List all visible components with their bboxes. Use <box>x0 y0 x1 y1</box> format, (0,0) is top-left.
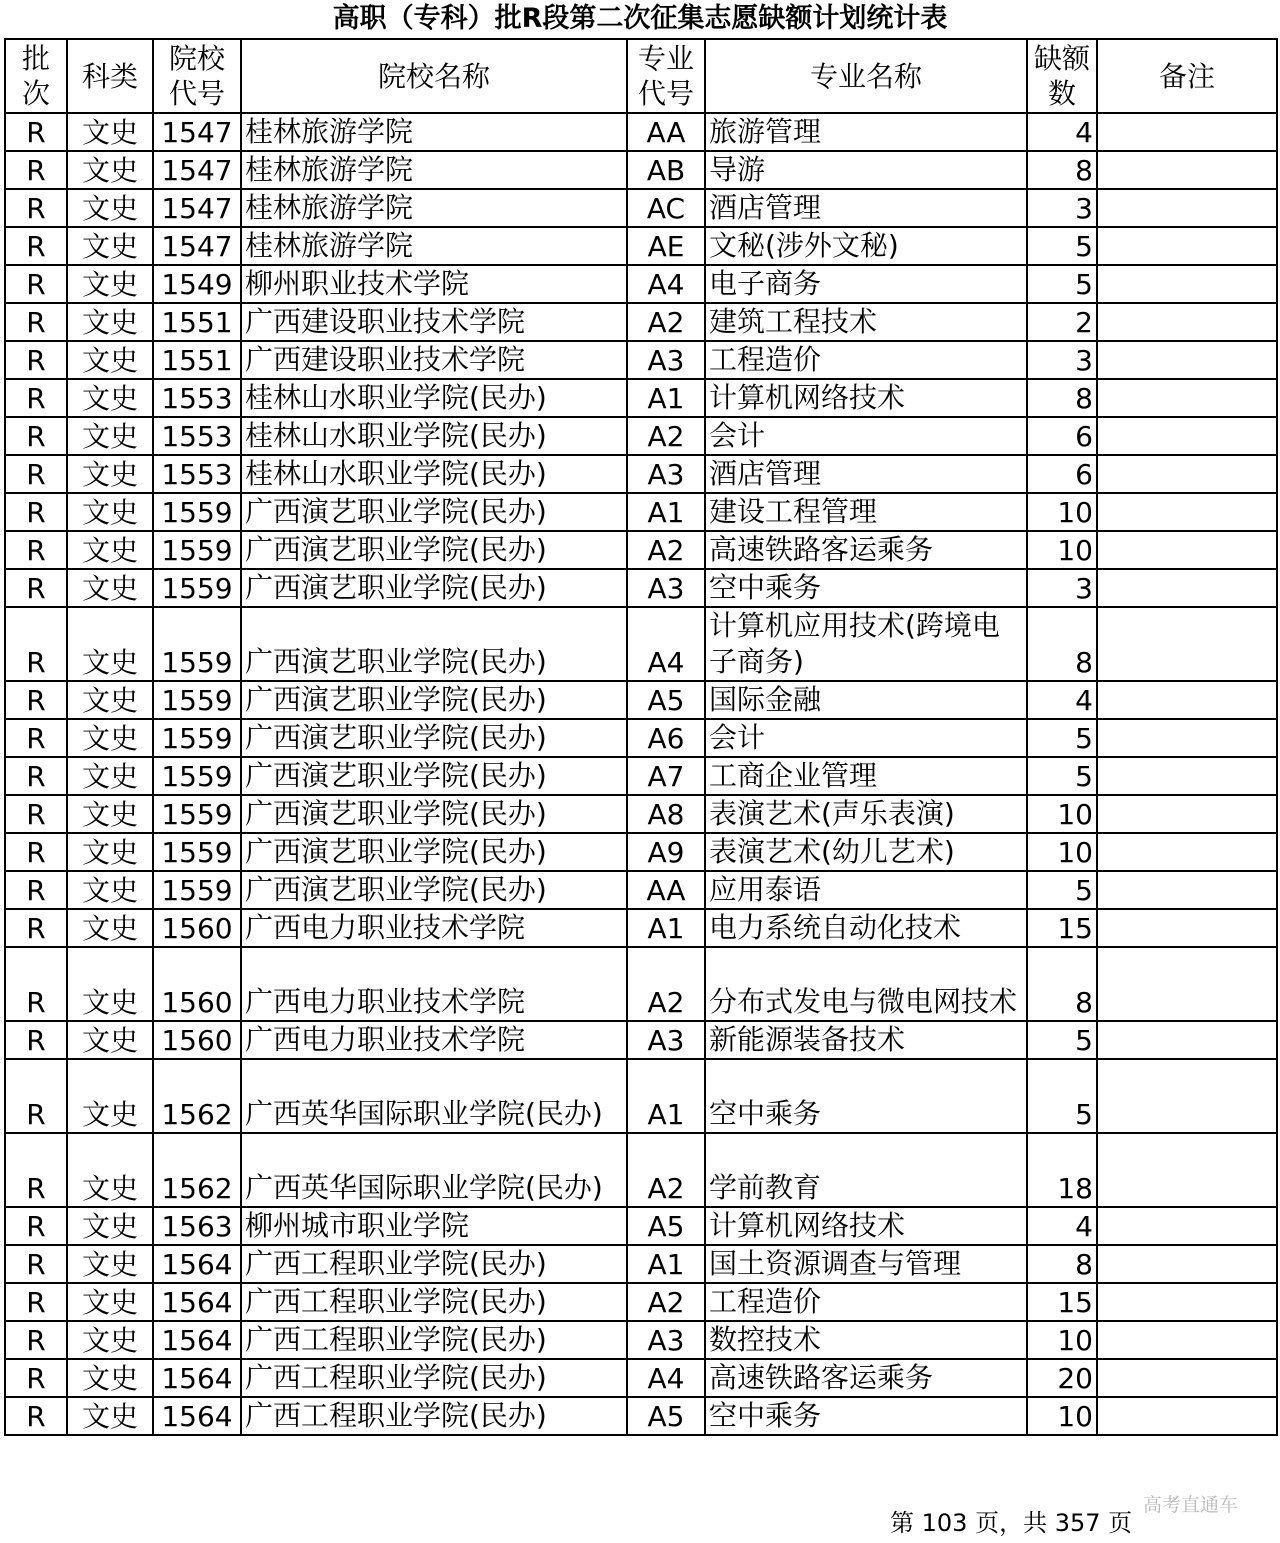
table-row <box>5 531 1277 569</box>
cell-batch: R <box>5 417 67 455</box>
cell-major-code: AC <box>627 189 705 227</box>
cell-major-code: A5 <box>627 1207 705 1245</box>
table-row <box>5 189 1277 227</box>
table-row <box>5 1059 1277 1133</box>
header-category: 科类 <box>67 39 153 113</box>
cell-batch: R <box>5 341 67 379</box>
cell-school-name: 广西演艺职业学院(民办) <box>241 493 627 531</box>
cell-category: 文史 <box>67 1321 153 1359</box>
table-row <box>5 795 1277 833</box>
cell-major-name: 应用泰语 <box>705 871 1027 909</box>
cell-remarks <box>1097 871 1277 909</box>
cell-school-name: 广西演艺职业学院(民办) <box>241 833 627 871</box>
cell-school-code: 1547 <box>153 189 241 227</box>
cell-category: 文史 <box>67 455 153 493</box>
cell-school-code: 1562 <box>153 1059 241 1133</box>
cell-batch: R <box>5 569 67 607</box>
cell-school-code: 1564 <box>153 1359 241 1397</box>
cell-school-name: 柳州职业技术学院 <box>241 265 627 303</box>
table-row <box>5 1021 1277 1059</box>
cell-major-code: AB <box>627 151 705 189</box>
cell-category: 文史 <box>67 757 153 795</box>
cell-school-code: 1559 <box>153 493 241 531</box>
cell-batch: R <box>5 681 67 719</box>
cell-batch: R <box>5 795 67 833</box>
table-row <box>5 757 1277 795</box>
cell-major-name: 表演艺术(声乐表演) <box>705 795 1027 833</box>
cell-remarks <box>1097 341 1277 379</box>
cell-batch: R <box>5 455 67 493</box>
cell-major-name: 导游 <box>705 151 1027 189</box>
cell-vacancy: 10 <box>1027 795 1097 833</box>
cell-major-name: 会计 <box>705 719 1027 757</box>
table-row <box>5 871 1277 909</box>
cell-category: 文史 <box>67 303 153 341</box>
cell-major-code: A1 <box>627 1245 705 1283</box>
quota-table <box>4 38 1278 1436</box>
cell-major-name: 酒店管理 <box>705 455 1027 493</box>
cell-remarks <box>1097 757 1277 795</box>
cell-remarks <box>1097 947 1277 1021</box>
cell-vacancy: 5 <box>1027 719 1097 757</box>
cell-category: 文史 <box>67 1397 153 1435</box>
cell-vacancy: 18 <box>1027 1133 1097 1207</box>
cell-vacancy: 8 <box>1027 379 1097 417</box>
cell-category: 文史 <box>67 719 153 757</box>
cell-major-code: A5 <box>627 1397 705 1435</box>
cell-school-name: 广西演艺职业学院(民办) <box>241 871 627 909</box>
cell-school-code: 1560 <box>153 1021 241 1059</box>
table-body <box>5 113 1277 1435</box>
cell-vacancy: 6 <box>1027 417 1097 455</box>
cell-remarks <box>1097 189 1277 227</box>
cell-major-code: A2 <box>627 303 705 341</box>
cell-major-name: 电力系统自动化技术 <box>705 909 1027 947</box>
cell-school-name: 桂林旅游学院 <box>241 189 627 227</box>
cell-remarks <box>1097 1059 1277 1133</box>
cell-remarks <box>1097 113 1277 151</box>
cell-category: 文史 <box>67 569 153 607</box>
cell-major-code: A3 <box>627 1321 705 1359</box>
cell-school-name: 广西工程职业学院(民办) <box>241 1245 627 1283</box>
cell-school-name: 柳州城市职业学院 <box>241 1207 627 1245</box>
cell-category: 文史 <box>67 227 153 265</box>
table-row <box>5 1133 1277 1207</box>
cell-category: 文史 <box>67 1133 153 1207</box>
table-row <box>5 417 1277 455</box>
cell-remarks <box>1097 265 1277 303</box>
cell-category: 文史 <box>67 1359 153 1397</box>
table-row <box>5 1207 1277 1245</box>
cell-batch: R <box>5 189 67 227</box>
cell-major-name: 高速铁路客运乘务 <box>705 531 1027 569</box>
cell-school-code: 1559 <box>153 833 241 871</box>
cell-school-code: 1553 <box>153 455 241 493</box>
cell-vacancy: 5 <box>1027 227 1097 265</box>
cell-vacancy: 8 <box>1027 607 1097 681</box>
table-row <box>5 1245 1277 1283</box>
table-row <box>5 341 1277 379</box>
cell-remarks <box>1097 1245 1277 1283</box>
cell-vacancy: 4 <box>1027 113 1097 151</box>
cell-major-code: A9 <box>627 833 705 871</box>
cell-vacancy: 4 <box>1027 1207 1097 1245</box>
cell-school-code: 1562 <box>153 1133 241 1207</box>
cell-school-name: 广西工程职业学院(民办) <box>241 1397 627 1435</box>
cell-vacancy: 2 <box>1027 303 1097 341</box>
cell-batch: R <box>5 1133 67 1207</box>
cell-major-name: 工程造价 <box>705 1283 1027 1321</box>
cell-remarks <box>1097 833 1277 871</box>
table-row <box>5 113 1277 151</box>
cell-major-name: 计算机网络技术 <box>705 1207 1027 1245</box>
cell-vacancy: 10 <box>1027 493 1097 531</box>
cell-batch: R <box>5 113 67 151</box>
cell-remarks <box>1097 1021 1277 1059</box>
cell-category: 文史 <box>67 531 153 569</box>
cell-major-code: A2 <box>627 417 705 455</box>
cell-major-name: 电子商务 <box>705 265 1027 303</box>
cell-remarks <box>1097 1321 1277 1359</box>
page-footer: 第 103 页，共 357 页 <box>890 1509 1133 1537</box>
cell-school-name: 桂林旅游学院 <box>241 113 627 151</box>
header-batch: 批次 <box>5 39 67 113</box>
cell-remarks <box>1097 1133 1277 1207</box>
cell-category: 文史 <box>67 909 153 947</box>
cell-batch: R <box>5 909 67 947</box>
cell-batch: R <box>5 871 67 909</box>
cell-remarks <box>1097 569 1277 607</box>
cell-major-name: 建筑工程技术 <box>705 303 1027 341</box>
cell-vacancy: 3 <box>1027 189 1097 227</box>
cell-vacancy: 5 <box>1027 871 1097 909</box>
cell-vacancy: 15 <box>1027 1283 1097 1321</box>
cell-school-code: 1563 <box>153 1207 241 1245</box>
cell-school-name: 广西演艺职业学院(民办) <box>241 719 627 757</box>
watermark: 高考直通车 <box>1143 1494 1239 1516</box>
cell-major-code: A1 <box>627 1059 705 1133</box>
cell-school-code: 1553 <box>153 417 241 455</box>
cell-remarks <box>1097 795 1277 833</box>
cell-vacancy: 8 <box>1027 947 1097 1021</box>
table-row <box>5 607 1277 681</box>
cell-category: 文史 <box>67 113 153 151</box>
table-row <box>5 1359 1277 1397</box>
cell-school-name: 广西演艺职业学院(民办) <box>241 569 627 607</box>
cell-remarks <box>1097 1283 1277 1321</box>
cell-major-code: A6 <box>627 719 705 757</box>
cell-major-name: 数控技术 <box>705 1321 1027 1359</box>
cell-batch: R <box>5 947 67 1021</box>
cell-major-name: 建设工程管理 <box>705 493 1027 531</box>
cell-remarks <box>1097 455 1277 493</box>
table-row <box>5 681 1277 719</box>
cell-remarks <box>1097 1359 1277 1397</box>
cell-major-code: A4 <box>627 607 705 681</box>
cell-school-name: 广西工程职业学院(民办) <box>241 1283 627 1321</box>
cell-category: 文史 <box>67 795 153 833</box>
cell-major-name: 计算机网络技术 <box>705 379 1027 417</box>
cell-vacancy: 10 <box>1027 531 1097 569</box>
cell-school-code: 1559 <box>153 795 241 833</box>
cell-school-code: 1560 <box>153 909 241 947</box>
cell-remarks <box>1097 303 1277 341</box>
cell-batch: R <box>5 1059 67 1133</box>
table-row <box>5 1397 1277 1435</box>
cell-batch: R <box>5 531 67 569</box>
cell-major-name: 文秘(涉外文秘) <box>705 227 1027 265</box>
cell-category: 文史 <box>67 341 153 379</box>
cell-remarks <box>1097 909 1277 947</box>
cell-vacancy: 10 <box>1027 833 1097 871</box>
header-vacancy: 缺额数 <box>1027 39 1097 113</box>
page-title: 高职（专科）批R段第二次征集志愿缺额计划统计表 <box>332 3 948 34</box>
table-row <box>5 227 1277 265</box>
cell-remarks <box>1097 681 1277 719</box>
cell-batch: R <box>5 607 67 681</box>
table-row <box>5 833 1277 871</box>
cell-vacancy: 5 <box>1027 265 1097 303</box>
cell-major-name: 空中乘务 <box>705 1397 1027 1435</box>
cell-category: 文史 <box>67 607 153 681</box>
cell-vacancy: 15 <box>1027 909 1097 947</box>
cell-school-name: 广西建设职业技术学院 <box>241 303 627 341</box>
cell-major-name: 工商企业管理 <box>705 757 1027 795</box>
table-row <box>5 493 1277 531</box>
cell-major-name: 空中乘务 <box>705 569 1027 607</box>
cell-batch: R <box>5 1283 67 1321</box>
cell-school-code: 1559 <box>153 681 241 719</box>
cell-batch: R <box>5 379 67 417</box>
table-row <box>5 1283 1277 1321</box>
cell-school-code: 1564 <box>153 1321 241 1359</box>
cell-vacancy: 5 <box>1027 1021 1097 1059</box>
cell-vacancy: 20 <box>1027 1359 1097 1397</box>
cell-school-name: 广西建设职业技术学院 <box>241 341 627 379</box>
cell-vacancy: 10 <box>1027 1321 1097 1359</box>
cell-category: 文史 <box>67 1059 153 1133</box>
header-major-code: 专业代号 <box>627 39 705 113</box>
cell-category: 文史 <box>67 265 153 303</box>
cell-major-name: 国际金融 <box>705 681 1027 719</box>
cell-batch: R <box>5 757 67 795</box>
cell-school-code: 1549 <box>153 265 241 303</box>
cell-school-name: 广西电力职业技术学院 <box>241 947 627 1021</box>
cell-school-name: 广西演艺职业学院(民办) <box>241 757 627 795</box>
cell-major-code: A3 <box>627 1021 705 1059</box>
cell-major-code: A3 <box>627 341 705 379</box>
table-row <box>5 455 1277 493</box>
cell-remarks <box>1097 417 1277 455</box>
cell-major-name: 高速铁路客运乘务 <box>705 1359 1027 1397</box>
cell-major-code: AA <box>627 871 705 909</box>
cell-category: 文史 <box>67 947 153 1021</box>
cell-major-code: A5 <box>627 681 705 719</box>
cell-major-name: 旅游管理 <box>705 113 1027 151</box>
cell-major-code: AA <box>627 113 705 151</box>
cell-remarks <box>1097 531 1277 569</box>
table-row <box>5 909 1277 947</box>
cell-category: 文史 <box>67 189 153 227</box>
header-school-name: 院校名称 <box>241 39 627 113</box>
table-row <box>5 1321 1277 1359</box>
table-row <box>5 569 1277 607</box>
cell-major-code: A4 <box>627 1359 705 1397</box>
cell-school-name: 桂林旅游学院 <box>241 227 627 265</box>
cell-category: 文史 <box>67 151 153 189</box>
cell-category: 文史 <box>67 379 153 417</box>
table-row <box>5 303 1277 341</box>
cell-category: 文史 <box>67 1283 153 1321</box>
cell-remarks <box>1097 493 1277 531</box>
cell-school-name: 桂林旅游学院 <box>241 151 627 189</box>
table-row <box>5 379 1277 417</box>
cell-school-name: 广西工程职业学院(民办) <box>241 1321 627 1359</box>
cell-school-code: 1547 <box>153 227 241 265</box>
cell-school-name: 广西演艺职业学院(民办) <box>241 607 627 681</box>
cell-major-name: 表演艺术(幼儿艺术) <box>705 833 1027 871</box>
cell-category: 文史 <box>67 833 153 871</box>
cell-category: 文史 <box>67 681 153 719</box>
cell-major-code: A2 <box>627 1283 705 1321</box>
cell-category: 文史 <box>67 1207 153 1245</box>
cell-school-code: 1559 <box>153 719 241 757</box>
cell-vacancy: 6 <box>1027 455 1097 493</box>
cell-major-name: 空中乘务 <box>705 1059 1027 1133</box>
cell-batch: R <box>5 265 67 303</box>
cell-school-code: 1559 <box>153 757 241 795</box>
cell-major-code: A1 <box>627 379 705 417</box>
cell-major-name: 分布式发电与微电网技术 <box>705 947 1027 1021</box>
cell-category: 文史 <box>67 1021 153 1059</box>
cell-vacancy: 4 <box>1027 681 1097 719</box>
cell-school-code: 1559 <box>153 531 241 569</box>
cell-batch: R <box>5 227 67 265</box>
cell-category: 文史 <box>67 417 153 455</box>
cell-remarks <box>1097 379 1277 417</box>
cell-school-code: 1560 <box>153 947 241 1021</box>
cell-school-name: 桂林山水职业学院(民办) <box>241 455 627 493</box>
cell-major-name: 酒店管理 <box>705 189 1027 227</box>
cell-remarks <box>1097 1397 1277 1435</box>
cell-batch: R <box>5 151 67 189</box>
table-row <box>5 151 1277 189</box>
table-row <box>5 947 1277 1021</box>
table-row <box>5 719 1277 757</box>
cell-school-name: 广西工程职业学院(民办) <box>241 1359 627 1397</box>
table-row <box>5 265 1277 303</box>
cell-school-name: 广西英华国际职业学院(民办) <box>241 1059 627 1133</box>
cell-school-name: 广西演艺职业学院(民办) <box>241 795 627 833</box>
cell-major-code: A3 <box>627 455 705 493</box>
cell-batch: R <box>5 1397 67 1435</box>
cell-major-code: A7 <box>627 757 705 795</box>
cell-school-code: 1564 <box>153 1397 241 1435</box>
cell-batch: R <box>5 1245 67 1283</box>
cell-major-code: A1 <box>627 493 705 531</box>
cell-major-code: A2 <box>627 531 705 569</box>
cell-school-name: 桂林山水职业学院(民办) <box>241 379 627 417</box>
cell-batch: R <box>5 303 67 341</box>
cell-batch: R <box>5 493 67 531</box>
cell-remarks <box>1097 227 1277 265</box>
cell-vacancy: 3 <box>1027 569 1097 607</box>
cell-school-code: 1559 <box>153 871 241 909</box>
cell-major-code: A2 <box>627 1133 705 1207</box>
cell-major-name: 学前教育 <box>705 1133 1027 1207</box>
cell-major-name: 工程造价 <box>705 341 1027 379</box>
cell-major-code: A2 <box>627 947 705 1021</box>
cell-school-code: 1547 <box>153 113 241 151</box>
cell-school-code: 1559 <box>153 569 241 607</box>
cell-vacancy: 5 <box>1027 757 1097 795</box>
cell-batch: R <box>5 833 67 871</box>
table-header-row <box>5 39 1277 113</box>
cell-major-code: A1 <box>627 909 705 947</box>
cell-school-code: 1547 <box>153 151 241 189</box>
cell-major-name: 国土资源调查与管理 <box>705 1245 1027 1283</box>
cell-vacancy: 8 <box>1027 151 1097 189</box>
cell-batch: R <box>5 1359 67 1397</box>
cell-batch: R <box>5 1321 67 1359</box>
cell-school-name: 广西电力职业技术学院 <box>241 909 627 947</box>
cell-school-code: 1551 <box>153 341 241 379</box>
cell-major-code: A3 <box>627 569 705 607</box>
cell-school-code: 1553 <box>153 379 241 417</box>
cell-category: 文史 <box>67 1245 153 1283</box>
cell-school-name: 桂林山水职业学院(民办) <box>241 417 627 455</box>
cell-major-name: 计算机应用技术(跨境电子商务) <box>705 607 1027 681</box>
cell-vacancy: 8 <box>1027 1245 1097 1283</box>
cell-batch: R <box>5 719 67 757</box>
cell-school-name: 广西电力职业技术学院 <box>241 1021 627 1059</box>
cell-category: 文史 <box>67 493 153 531</box>
header-remarks: 备注 <box>1097 39 1277 113</box>
cell-batch: R <box>5 1021 67 1059</box>
cell-school-name: 广西演艺职业学院(民办) <box>241 681 627 719</box>
cell-school-name: 广西演艺职业学院(民办) <box>241 531 627 569</box>
cell-school-code: 1564 <box>153 1245 241 1283</box>
cell-major-code: AE <box>627 227 705 265</box>
cell-batch: R <box>5 1207 67 1245</box>
cell-major-name: 会计 <box>705 417 1027 455</box>
header-major-name: 专业名称 <box>705 39 1027 113</box>
cell-school-code: 1559 <box>153 607 241 681</box>
cell-category: 文史 <box>67 871 153 909</box>
cell-school-code: 1551 <box>153 303 241 341</box>
cell-remarks <box>1097 719 1277 757</box>
cell-remarks <box>1097 151 1277 189</box>
cell-remarks <box>1097 1207 1277 1245</box>
header-school-code: 院校代号 <box>153 39 241 113</box>
cell-remarks <box>1097 607 1277 681</box>
cell-school-name: 广西英华国际职业学院(民办) <box>241 1133 627 1207</box>
cell-major-code: A8 <box>627 795 705 833</box>
cell-vacancy: 5 <box>1027 1059 1097 1133</box>
cell-major-name: 新能源装备技术 <box>705 1021 1027 1059</box>
cell-vacancy: 10 <box>1027 1397 1097 1435</box>
cell-school-code: 1564 <box>153 1283 241 1321</box>
cell-major-code: A4 <box>627 265 705 303</box>
cell-vacancy: 3 <box>1027 341 1097 379</box>
